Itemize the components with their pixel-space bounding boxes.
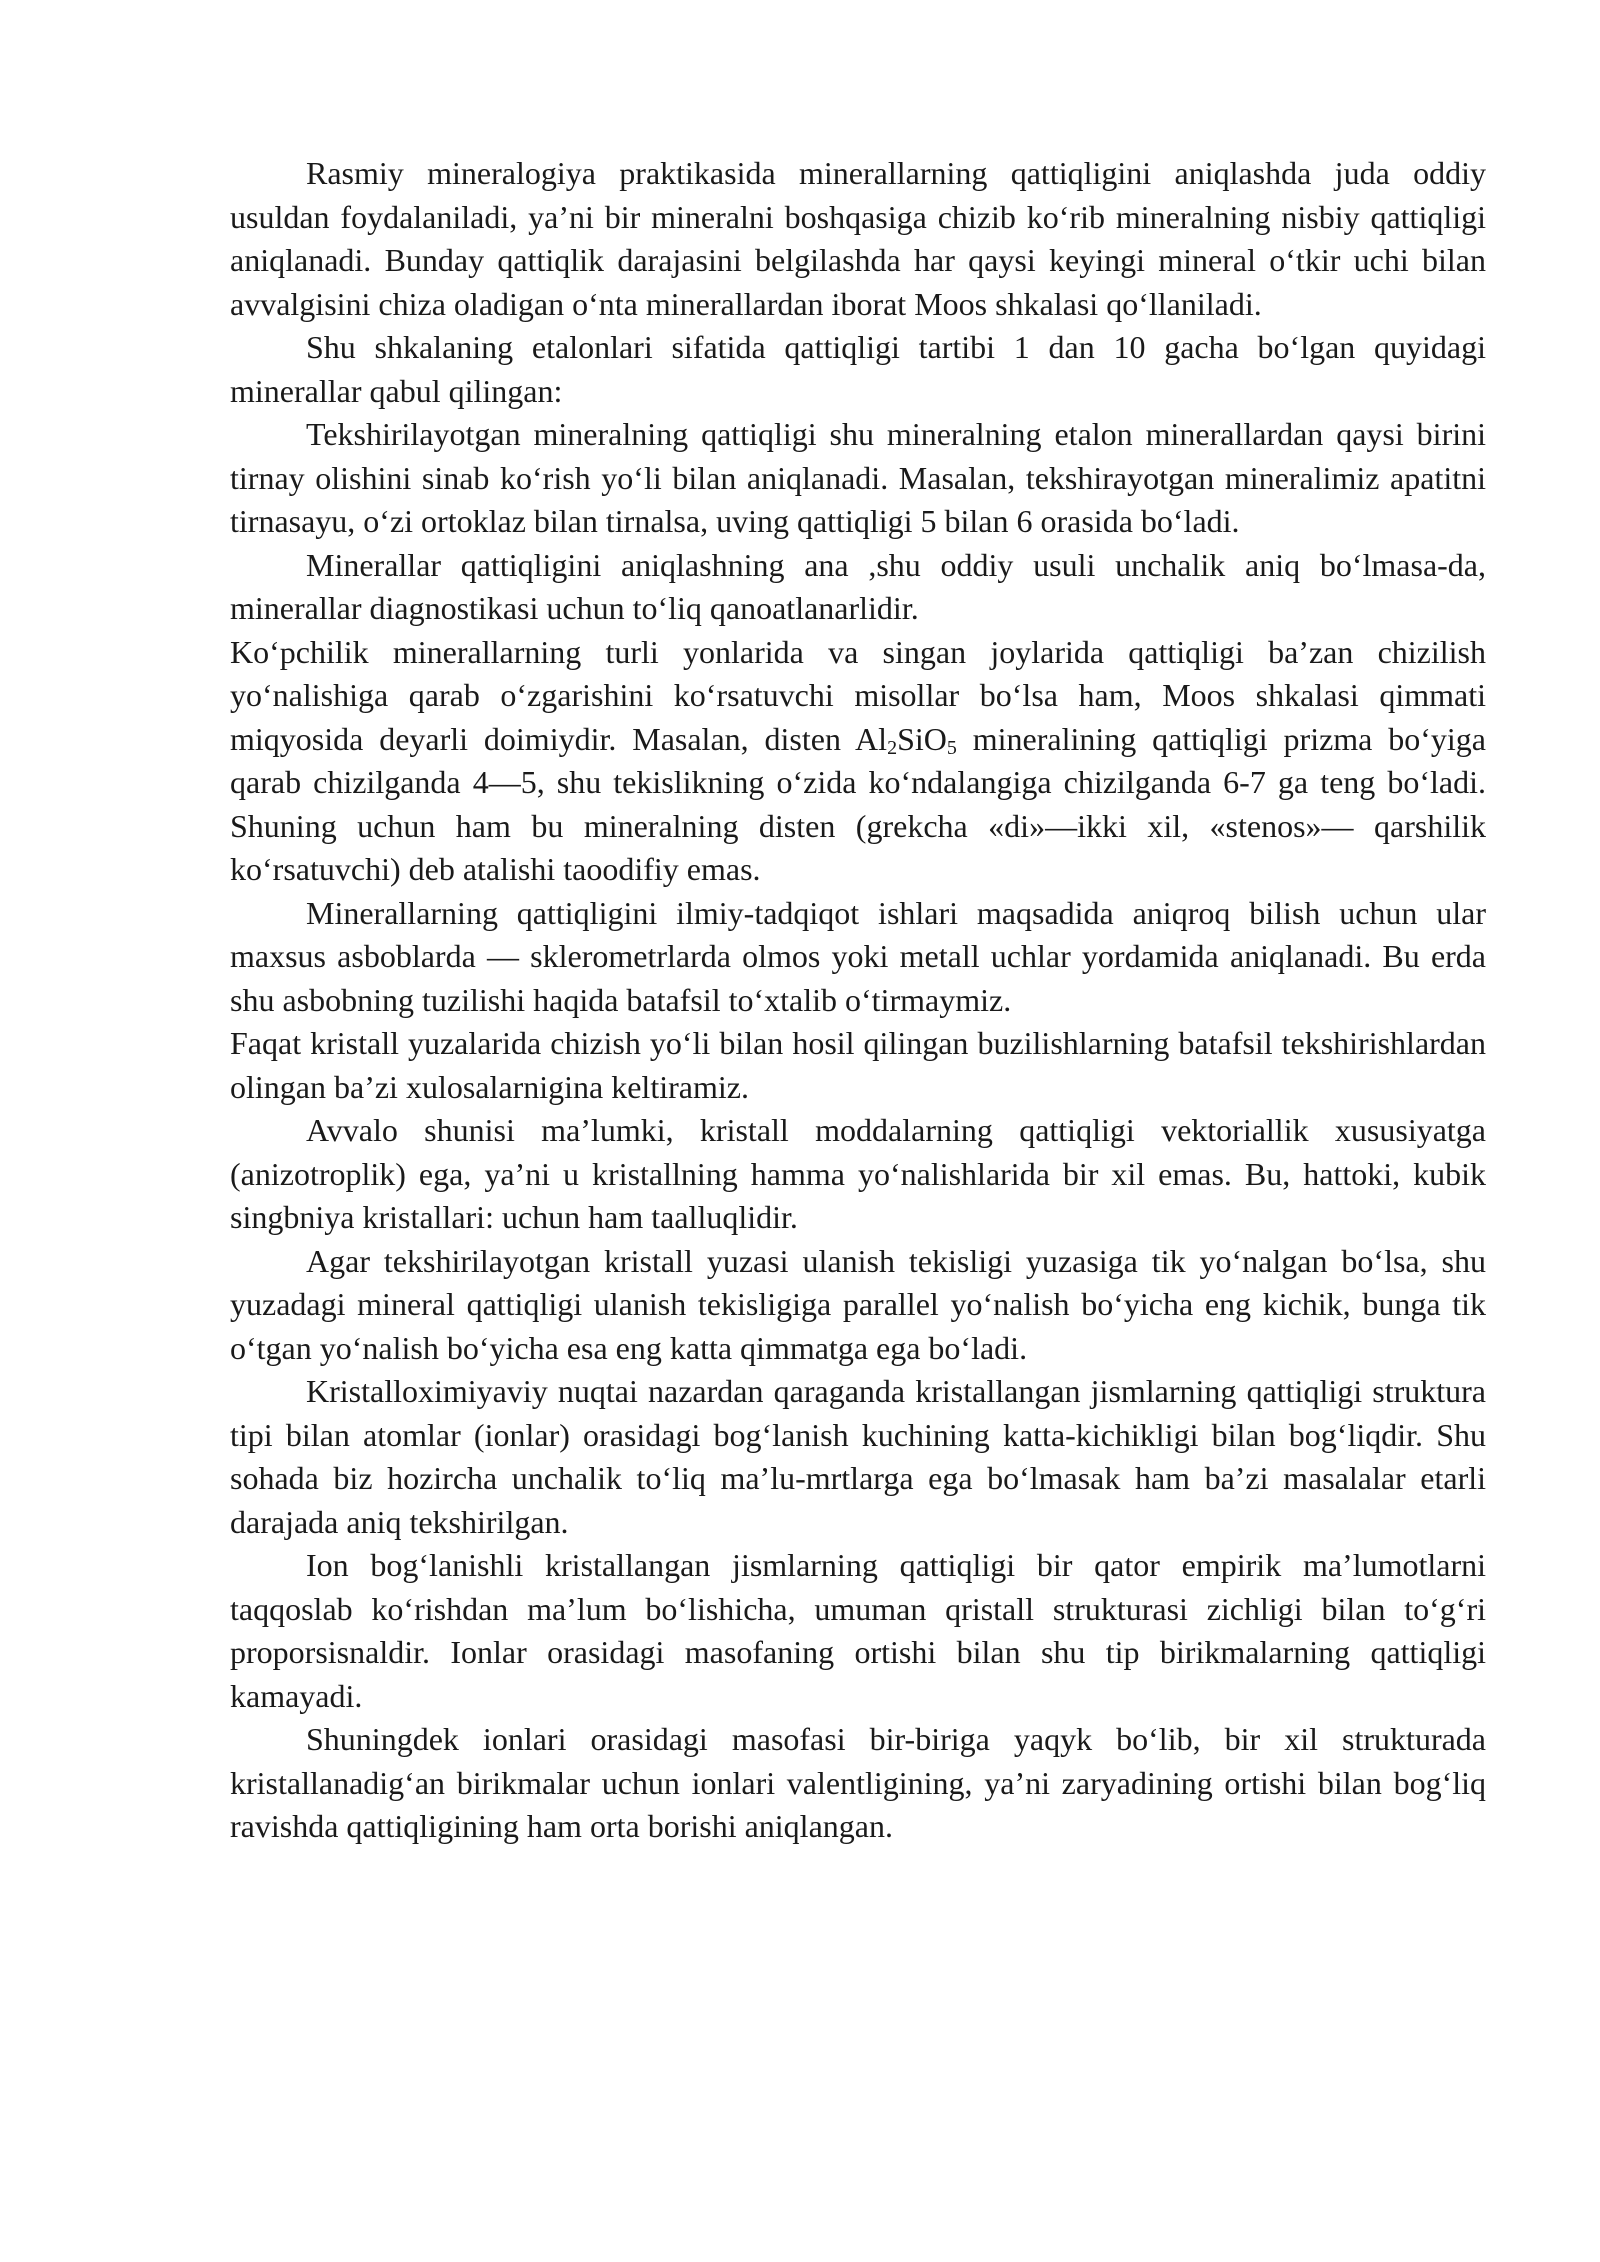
subscript-5: 5 xyxy=(946,736,957,759)
paragraph-9: Agar tekshirilayotgan kristall yuzasi ulanish tekisligi yuzasiga tik yo‘nalgan bo‘lsa, shu yuzadagi mineral qattiqligi ulanish tekisligiga parallel yo‘nalish bo‘yicha eng kichik, bunga tik o‘tgan yo‘nalish bo‘yicha esa eng katta qimmatga ega bo‘ladi. xyxy=(230,1242,1486,1366)
paragraph-11: Ion bog‘lanishli kristallangan jismlarning qattiqligi bir qator empirik ma’lumotlarni taqqoslab ko‘rishdan ma’lum bo‘lishicha, umuman qristall strukturasi zichligi bilan to‘g‘ri proporsisnaldir. Ionlar orasidagi masofaning ortishi bilan shu tip birikmalarning qattiqligi kamayadi. xyxy=(230,1547,1486,1714)
paragraph-2: Shu shkalaning etalonlari sifatida qattiqligi tartibi 1 dan 10 gacha bo‘lgan quyidagi minerallar qabul qilingan: xyxy=(230,329,1486,409)
paragraph-5-text-b: mineralining qattiqligi prizma bo‘yiga qarab chizilganda 4—5, shu tekislikning o‘zida ko‘ndalangiga chizilganda 6-7 ga teng bo‘ladi. Shuning uchun ham bu mineralning disten (grekcha «di»—ikki xil, «stenos»— qarshilik ko‘rsatuvchi) deb atalishi taoodifiy emas. xyxy=(230,720,1487,887)
paragraph-1: Rasmiy mineralogiya praktikasida minerallarning qattiqligini aniqlashda juda oddiy usuldan foydalaniladi, ya’ni bir mineralni boshqasiga chizib ko‘rib mineralning nisbiy qattiqligi aniqlanadi. Bunday qattiqlik darajasini belgilashda har qaysi keyingi mineral o‘tkir uchi bilan avvalgisini chiza oladigan o‘nta minerallardan iborat Moos shkalasi qo‘llaniladi. xyxy=(230,155,1486,322)
paragraph-7: Faqat kristall yuzalarida chizish yo‘li bilan hosil qilingan buzilishlarning batafsil tekshirishlardan olingan ba’zi xulosalarnigina keltiramiz. xyxy=(230,1025,1486,1105)
document-page xyxy=(230,152,1486,1849)
subscript-2: 2 xyxy=(887,736,898,759)
paragraph-6: Minerallarning qattiqligini ilmiy-tadqiqot ishlari maqsadida aniqroq bilish uchun ular maxsus asboblarda — sklerometrlarda olmos yoki metall uchlar yordamida aniqlanadi. Bu erda shu asbobning tuzilishi haqida batafsil to‘xtalib o‘tirmaymiz. xyxy=(230,894,1486,1018)
paragraph-10: Kristalloximiyaviy nuqtai nazardan qaraganda kristallangan jismlarning qattiqligi struktura tipi bilan atomlar (ionlar) orasidagi bog‘lanish kuchining katta-kichikligi bilan bog‘liqdir. Shu sohada biz hozircha unchalik to‘liq ma’lu-mrtlarga ega bo‘lmasak ham ba’zi masalalar etarli darajada aniq tekshirilgan. xyxy=(230,1373,1486,1540)
paragraph-4: Minerallar qattiqligini aniqlashning ana ,shu oddiy usuli unchalik aniq bo‘lmasa-da, minerallar diagnostikasi uchun to‘liq qanoatlanarlidir. xyxy=(230,546,1486,626)
paragraph-5-text-a: Ko‘pchilik minerallarning turli yonlarida va singan joylarida qattiqligi ba’zan chizilish yo‘nalishiga qarab o‘zgarishini ko‘rsatuvchi misollar bo‘lsa ham, Moos shkalasi qimmati miqyosida deyarli doimiydir. Masalan, disten Al xyxy=(230,633,1486,757)
paragraph-8: Avvalo shunisi ma’lumki, kristall moddalarning qattiqligi vektoriallik xususiyatga (anizotroplik) ega, ya’ni u kristallning hamma yo‘nalishlarida bir xil emas. Bu, hattoki, kubik singbniya kristallari: uchun ham taalluqlidir. xyxy=(230,1112,1486,1235)
paragraph-5-formula: SiO xyxy=(897,720,947,757)
paragraph-12: Shuningdek ionlari orasidagi masofasi bir-biriga yaqyk bo‘lib, bir xil strukturada kristallanadig‘an birikmalar uchun ionlari valentligining, ya’ni zaryadining ortishi bilan bog‘liq ravishda qattiqligining ham orta borishi aniqlangan. xyxy=(230,1721,1486,1844)
paragraph-5 xyxy=(230,631,1486,892)
paragraph-3: Tekshirilayotgan mineralning qattiqligi shu mineralning etalon minerallardan qaysi birini tirnay olishini sinab ko‘rish yo‘li bilan aniqlanadi. Masalan, tekshirayotgan mineralimiz apatitni tirnasayu, o‘zi ortoklaz bilan tirnalsa, uving qattiqligi 5 bilan 6 orasida bo‘ladi. xyxy=(230,416,1486,539)
